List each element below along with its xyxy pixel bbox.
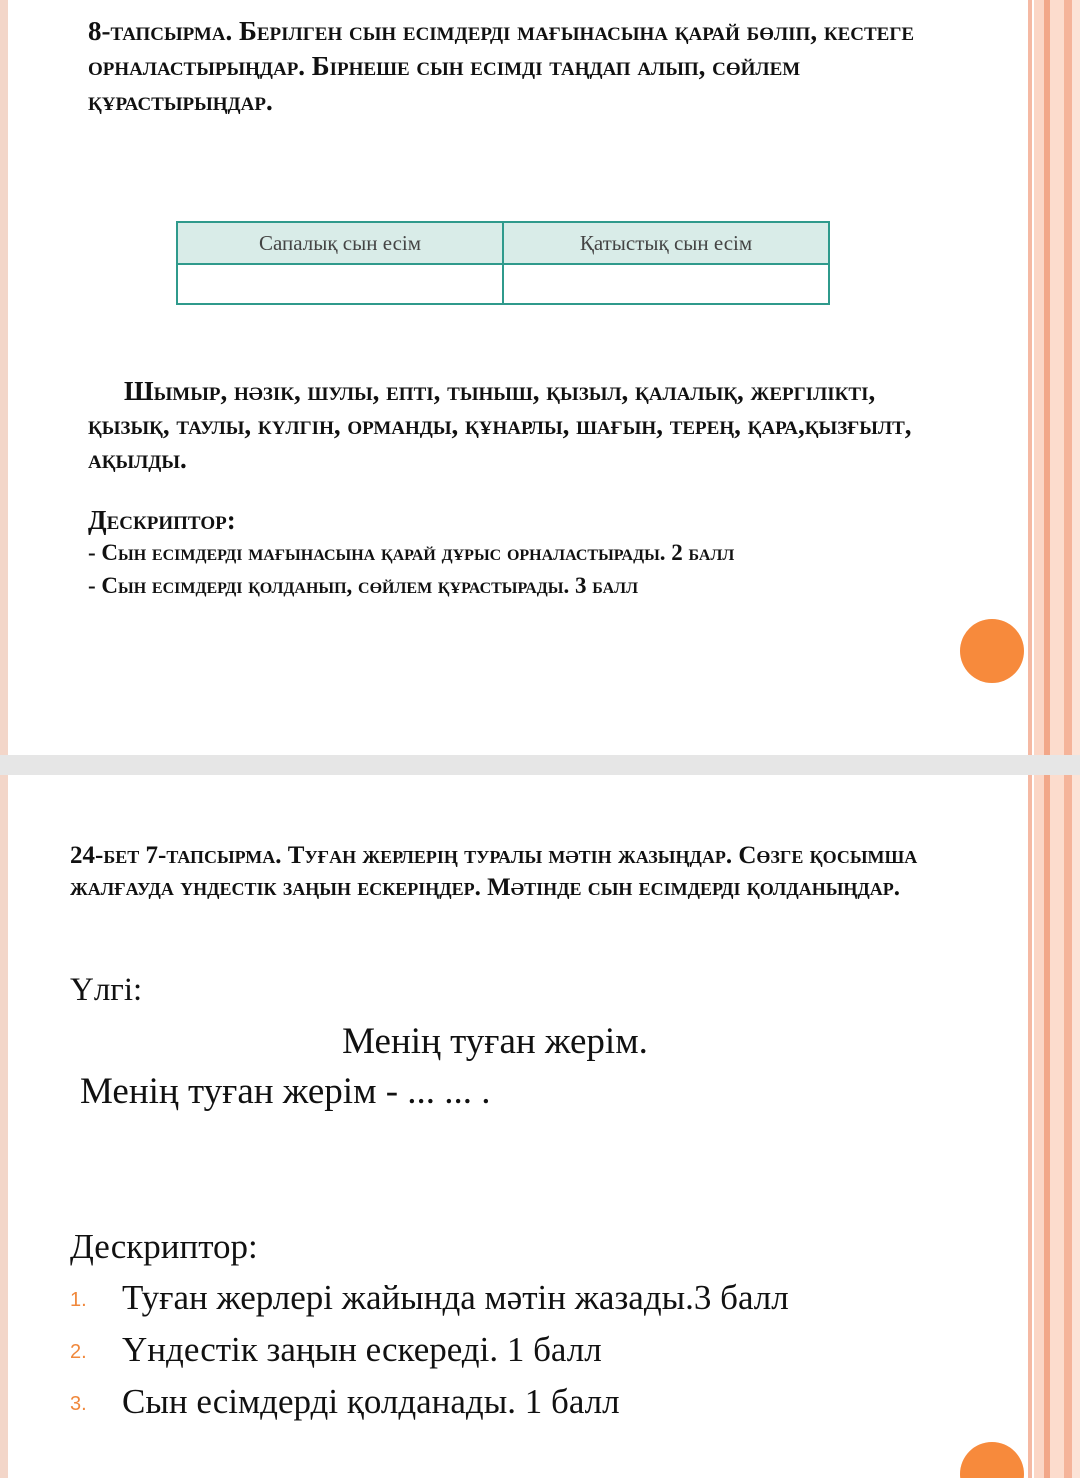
descriptor-list-item <box>70 1330 602 1370</box>
table-header-qualitative: Сапалық сын есім <box>178 223 504 263</box>
orange-circle-icon <box>960 1442 1024 1478</box>
list-number: 2. <box>70 1341 87 1364</box>
list-number: 3. <box>70 1393 87 1416</box>
adjective-word-list: Шымыр, нәзік, шулы, епті, тыныш, қызыл, қалалық, жергілікті, қызық, таулы, күлгін, орманды, құнарлы, шағын, терең, қара,қызғылт, ақылды. <box>88 376 912 474</box>
list-number: 1. <box>70 1289 87 1312</box>
task-7-heading: 24-бет 7-тапсырма. Туған жерлерің туралы мәтін жазыңдар. Сөзге қосымша жалғауда үндестік заңын ескеріңдер. Мәтінде сын есімдерді қолданыңдар. <box>70 842 918 901</box>
table-empty-row <box>178 265 828 305</box>
table-cell-empty <box>504 265 828 305</box>
descriptor-list-item <box>70 1382 620 1422</box>
decorative-stripes <box>1024 775 1080 1478</box>
descriptor-title: Дескриптор: <box>70 1227 258 1266</box>
list-text: Үндестік заңын ескереді. 1 балл <box>122 1330 602 1369</box>
table-cell-empty <box>178 265 504 305</box>
left-border <box>0 775 8 1478</box>
descriptor-item: - Сын есімдерді қолданып, сөйлем құрастырады. 3 балл <box>88 573 639 598</box>
descriptor-item: - Сын есімдерді мағынасына қарай дұрыс орналастырады. 2 балл <box>88 540 735 565</box>
sample-title: Менің туған жерім. <box>342 1021 648 1062</box>
list-text: Сын есімдерді қолданады. 1 балл <box>122 1382 620 1421</box>
left-border <box>0 0 8 755</box>
list-text: Туған жерлері жайында мәтін жазады.3 балл <box>122 1278 789 1317</box>
orange-circle-icon <box>960 619 1024 683</box>
slide-2 <box>0 775 1080 1478</box>
descriptor-title: Дескриптор: <box>88 505 236 535</box>
table-header-row <box>178 223 828 265</box>
adjective-table <box>176 221 830 305</box>
decorative-stripes <box>1024 0 1080 755</box>
sample-line: Менің туған жерім - ... ... . <box>80 1071 491 1112</box>
sample-label: Үлгі: <box>70 972 143 1008</box>
descriptor-list-item <box>70 1278 789 1318</box>
task-8-heading: 8-тапсырма. Берілген сын есімдерді мағынасына қарай бөліп, кестеге орналастырыңдар. Бірнеше сын есімді таңдап алып, сөйлем құрастырыңдар. <box>88 16 915 116</box>
table-header-relative: Қатыстық сын есім <box>579 231 753 255</box>
